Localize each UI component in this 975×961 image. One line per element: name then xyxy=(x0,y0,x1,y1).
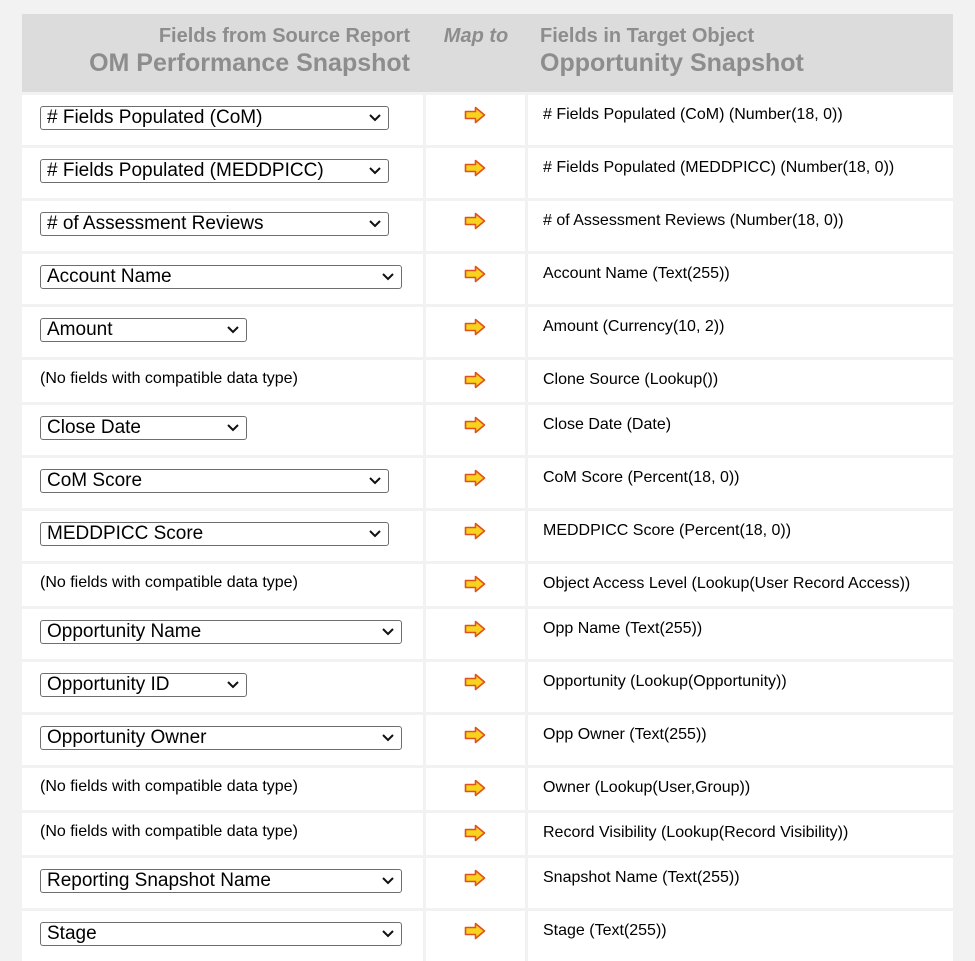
chevron-down-icon xyxy=(381,928,395,940)
right-arrow-icon xyxy=(464,726,486,744)
source-field-value: Opportunity Owner xyxy=(47,727,207,748)
target-object-name: Opportunity Snapshot xyxy=(540,49,804,77)
source-field-select[interactable] xyxy=(40,922,402,946)
right-arrow-icon xyxy=(464,673,486,691)
mapping-row xyxy=(22,251,953,304)
chevron-down-icon xyxy=(226,679,240,691)
right-arrow-icon xyxy=(464,922,486,940)
source-report-name: OM Performance Snapshot xyxy=(89,49,410,77)
source-field-select[interactable] xyxy=(40,212,389,236)
right-arrow-icon xyxy=(464,106,486,124)
source-field-value: Reporting Snapshot Name xyxy=(47,870,271,891)
source-field-select[interactable] xyxy=(40,416,247,440)
target-field-label: Opp Owner (Text(255)) xyxy=(543,726,707,743)
source-field-cell xyxy=(22,95,423,145)
chevron-down-icon xyxy=(368,165,382,177)
target-field-label: Object Access Level (Lookup(User Record Access)) xyxy=(543,575,911,592)
chevron-down-icon xyxy=(368,218,382,230)
mapping-row xyxy=(22,198,953,251)
source-field-value: CoM Score xyxy=(47,470,143,491)
source-field-select[interactable] xyxy=(40,159,389,183)
mapping-row xyxy=(22,561,953,606)
source-field-value: # Fields Populated (CoM) xyxy=(47,107,263,128)
target-field-label: # Fields Populated (MEDDPICC) (Number(18, 0)) xyxy=(543,159,895,176)
target-field-label: Clone Source (Lookup()) xyxy=(543,371,719,388)
mapping-row xyxy=(22,765,953,810)
mapping-row xyxy=(22,145,953,198)
right-arrow-icon xyxy=(464,869,486,887)
source-field-select[interactable] xyxy=(40,469,389,493)
target-field-label: # Fields Populated (CoM) (Number(18, 0)) xyxy=(543,106,843,123)
mapping-row xyxy=(22,402,953,455)
no-compatible-fields-text: (No fields with compatible data type) xyxy=(40,778,298,795)
source-field-cell xyxy=(22,662,423,712)
chevron-down-icon xyxy=(226,422,240,434)
source-field-select[interactable] xyxy=(40,673,247,697)
chevron-down-icon xyxy=(381,626,395,638)
right-arrow-icon xyxy=(464,265,486,283)
map-arrow-cell xyxy=(426,254,525,304)
target-field-cell xyxy=(528,360,953,402)
target-field-label: Amount (Currency(10, 2)) xyxy=(543,318,725,335)
right-arrow-icon xyxy=(464,371,486,389)
target-field-label: Opportunity (Lookup(Opportunity)) xyxy=(543,673,787,690)
map-arrow-cell xyxy=(426,405,525,455)
chevron-down-icon xyxy=(381,732,395,744)
field-mapping-table xyxy=(22,14,953,944)
source-field-cell xyxy=(22,768,423,810)
right-arrow-icon xyxy=(464,824,486,842)
right-arrow-icon xyxy=(464,522,486,540)
chevron-down-icon xyxy=(381,271,395,283)
map-arrow-cell xyxy=(426,768,525,810)
source-field-select[interactable] xyxy=(40,522,389,546)
target-field-cell xyxy=(528,307,953,357)
mapping-row xyxy=(22,357,953,402)
source-field-cell xyxy=(22,609,423,659)
source-field-value: # of Assessment Reviews xyxy=(47,213,264,234)
right-arrow-icon xyxy=(464,416,486,434)
map-arrow-cell xyxy=(426,458,525,508)
target-field-label: Owner (Lookup(User,Group)) xyxy=(543,779,751,796)
no-compatible-fields-text: (No fields with compatible data type) xyxy=(40,574,298,591)
target-field-label: # of Assessment Reviews (Number(18, 0)) xyxy=(543,212,844,229)
source-header xyxy=(22,24,410,78)
mapping-row xyxy=(22,92,953,145)
chevron-down-icon xyxy=(381,875,395,887)
map-arrow-cell xyxy=(426,201,525,251)
source-field-cell xyxy=(22,715,423,765)
target-field-cell xyxy=(528,813,953,855)
source-field-select[interactable] xyxy=(40,726,402,750)
target-header xyxy=(540,24,940,78)
target-field-label: MEDDPICC Score (Percent(18, 0)) xyxy=(543,522,792,539)
map-arrow-cell xyxy=(426,360,525,402)
map-arrow-cell xyxy=(426,511,525,561)
source-field-cell xyxy=(22,911,423,961)
target-field-cell xyxy=(528,405,953,455)
target-field-cell xyxy=(528,95,953,145)
chevron-down-icon xyxy=(368,112,382,124)
target-field-cell xyxy=(528,254,953,304)
right-arrow-icon xyxy=(464,575,486,593)
source-field-value: Stage xyxy=(47,923,97,944)
mapping-row xyxy=(22,659,953,712)
map-arrow-cell xyxy=(426,858,525,908)
target-field-cell xyxy=(528,911,953,961)
target-field-cell xyxy=(528,662,953,712)
source-field-cell xyxy=(22,564,423,606)
no-compatible-fields-text: (No fields with compatible data type) xyxy=(40,370,298,387)
source-field-value: MEDDPICC Score xyxy=(47,523,204,544)
source-field-cell xyxy=(22,458,423,508)
target-field-label: Record Visibility (Lookup(Record Visibility)) xyxy=(543,824,849,841)
target-caption: Fields in Target Object xyxy=(540,25,755,47)
right-arrow-icon xyxy=(464,469,486,487)
source-field-value: Opportunity Name xyxy=(47,621,202,642)
source-field-select[interactable] xyxy=(40,106,389,130)
map-arrow-cell xyxy=(426,911,525,961)
source-field-value: Close Date xyxy=(47,417,141,438)
mapping-row xyxy=(22,855,953,908)
mapping-rows xyxy=(22,92,953,961)
mapping-row xyxy=(22,606,953,659)
target-field-cell xyxy=(528,458,953,508)
source-field-value: Amount xyxy=(47,319,113,340)
map-arrow-cell xyxy=(426,148,525,198)
target-field-label: Opp Name (Text(255)) xyxy=(543,620,703,637)
target-field-cell xyxy=(528,858,953,908)
source-field-cell xyxy=(22,511,423,561)
right-arrow-icon xyxy=(464,212,486,230)
target-field-cell xyxy=(528,201,953,251)
target-field-cell xyxy=(528,564,953,606)
source-field-cell xyxy=(22,254,423,304)
no-compatible-fields-text: (No fields with compatible data type) xyxy=(40,823,298,840)
right-arrow-icon xyxy=(464,159,486,177)
source-field-cell xyxy=(22,201,423,251)
source-field-cell xyxy=(22,813,423,855)
mapping-row xyxy=(22,508,953,561)
target-field-label: Account Name (Text(255)) xyxy=(543,265,730,282)
source-field-select[interactable] xyxy=(40,620,402,644)
map-arrow-cell xyxy=(426,715,525,765)
target-field-cell xyxy=(528,715,953,765)
source-field-value: Opportunity ID xyxy=(47,674,170,695)
target-field-cell xyxy=(528,609,953,659)
target-field-label: Close Date (Date) xyxy=(543,416,672,433)
source-field-cell xyxy=(22,405,423,455)
target-field-cell xyxy=(528,511,953,561)
map-arrow-cell xyxy=(426,95,525,145)
target-field-cell xyxy=(528,768,953,810)
map-arrow-cell xyxy=(426,662,525,712)
map-arrow-cell xyxy=(426,564,525,606)
source-field-cell xyxy=(22,307,423,357)
map-arrow-cell xyxy=(426,307,525,357)
target-field-label: CoM Score (Percent(18, 0)) xyxy=(543,469,740,486)
source-field-select[interactable] xyxy=(40,318,247,342)
source-field-cell xyxy=(22,360,423,402)
source-field-select[interactable] xyxy=(40,869,402,893)
mapping-row xyxy=(22,908,953,961)
chevron-down-icon xyxy=(226,324,240,336)
mapping-row xyxy=(22,304,953,357)
source-field-cell xyxy=(22,858,423,908)
source-field-value: # Fields Populated (MEDDPICC) xyxy=(47,160,324,181)
target-field-cell xyxy=(528,148,953,198)
right-arrow-icon xyxy=(464,779,486,797)
right-arrow-icon xyxy=(464,620,486,638)
right-arrow-icon xyxy=(464,318,486,336)
mapping-row xyxy=(22,712,953,765)
source-field-select[interactable] xyxy=(40,265,402,289)
map-to-label: Map to xyxy=(443,25,509,47)
table-header xyxy=(22,14,953,92)
mapping-row xyxy=(22,810,953,855)
source-field-cell xyxy=(22,148,423,198)
map-arrow-cell xyxy=(426,813,525,855)
map-to-header xyxy=(426,24,526,48)
target-field-label: Stage (Text(255)) xyxy=(543,922,667,939)
map-arrow-cell xyxy=(426,609,525,659)
chevron-down-icon xyxy=(368,475,382,487)
source-caption: Fields from Source Report xyxy=(158,25,410,47)
mapping-row xyxy=(22,455,953,508)
chevron-down-icon xyxy=(368,528,382,540)
source-field-value: Account Name xyxy=(47,266,172,287)
target-field-label: Snapshot Name (Text(255)) xyxy=(543,869,740,886)
